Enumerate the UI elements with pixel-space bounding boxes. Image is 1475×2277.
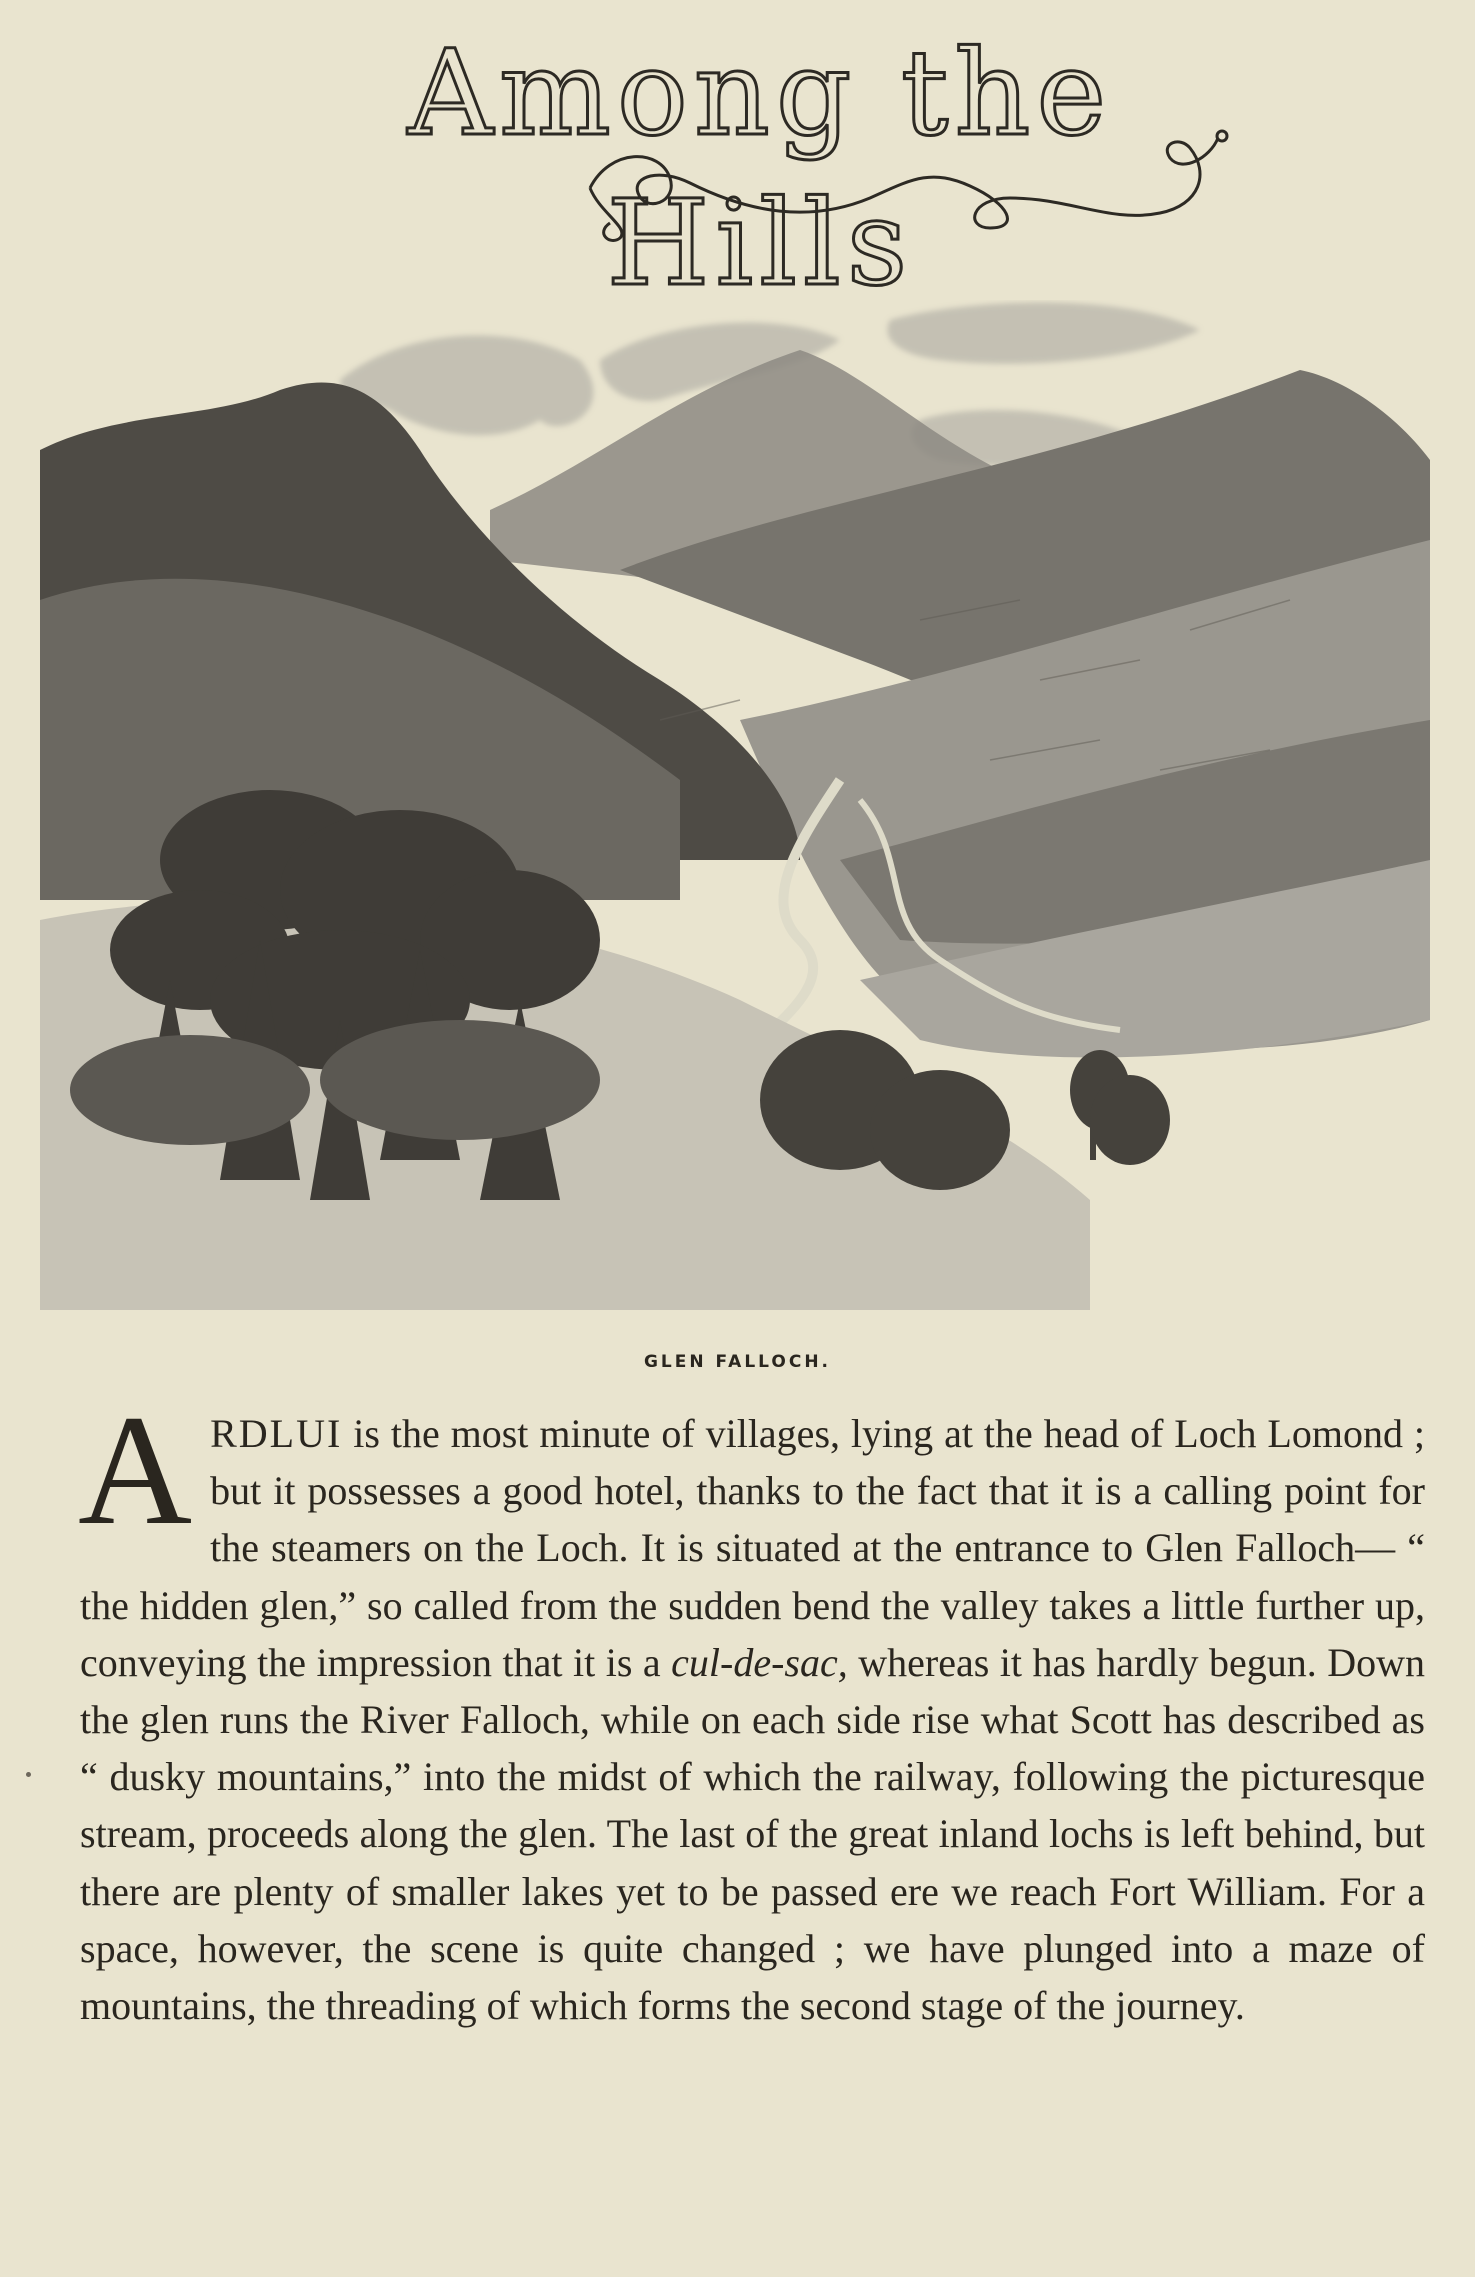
italic-term: cul-de-sac, bbox=[671, 1639, 848, 1685]
title-block bbox=[250, 18, 1270, 312]
article-body bbox=[78, 1383, 1425, 2034]
page-title: Among the Hills bbox=[407, 24, 1113, 312]
illustration-caption: GLEN FALLOCH. bbox=[643, 1352, 832, 1372]
margin-speck bbox=[26, 1772, 31, 1777]
paragraph-text-part-2: whereas it has hardly begun. Down the glen runs the River Falloch, while on each side rise what Scott has described as “ dusky mountains,” into the midst of which the railway, following the picturesque stream, proceeds along the glen. The last of the great inland lochs is left behind, but there are plenty of smaller lakes yet to be passed ere we reach Fort William. For a space, however, the scene is quite changed ; we have plunged into a maze of mountains, the threading of which forms the second stage of the journey. bbox=[80, 1639, 1425, 2029]
trees-right bbox=[760, 1030, 1170, 1190]
paragraph-text-part-1: is the most minute of villages, lying at the head of Loch Lomond ; but it possesses a good hotel, thanks to the fact that it is a calling point for the steamers on the Loch. It is situated at the entrance to Glen Falloch— “ the hidden glen,” so called from the sudden bend the valley takes a little further up, conveying the impression that it is a bbox=[80, 1411, 1425, 1685]
title-flourish-ornament bbox=[550, 128, 1270, 258]
drop-cap: A bbox=[78, 1383, 193, 1558]
article-paragraph bbox=[78, 1383, 1425, 2034]
lead-caps: RDLUI bbox=[210, 1411, 343, 1456]
glen-falloch-illustration bbox=[40, 300, 1440, 1310]
